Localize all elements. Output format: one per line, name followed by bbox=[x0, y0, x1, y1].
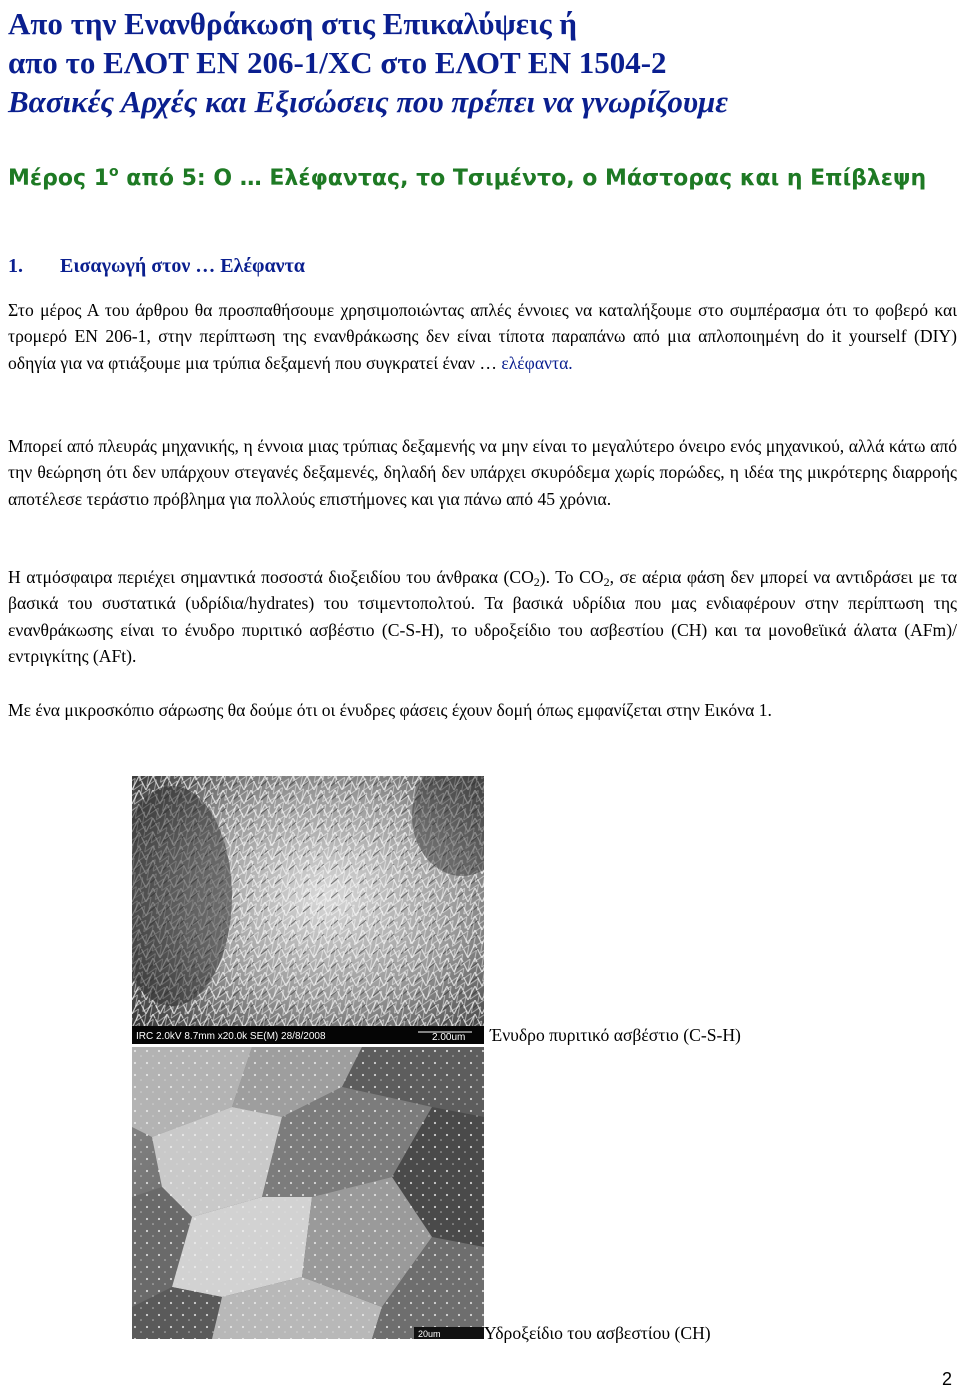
paragraph-1 bbox=[8, 297, 957, 376]
paragraph-1-highlight: ελέφαντα. bbox=[501, 352, 573, 373]
image2-scale-text: 20um bbox=[418, 1329, 441, 1339]
paragraph-1-text: Στο μέρος Α του άρθρου θα προσπαθήσουμε χρησιμοποιώντας απλές έννοιες να καταλήξουμε στο συμπέρασμα ότι το φοβερό και τρομερό ΕΝ 206-1, στην περίπτωση της ενανθράκωσης δεν είναι τίποτα παραπάνω από μια απλοποιημένη do it yourself (DIY) οδηγία για να φτιάξουμε μια τρύπια δεξαμενή που συγκρατεί έναν … bbox=[8, 300, 957, 373]
co2-subscript-2: 2 bbox=[603, 575, 610, 589]
section-title: Εισαγωγή στον … Ελέφαντα bbox=[60, 255, 305, 277]
caption-csh: Ένυδρο πυριτικό ασβέστιο (C-S-H) bbox=[490, 1025, 741, 1045]
paragraph-4: Με ένα μικροσκόπιο σάρωσης θα δούμε ότι οι ένυδρες φάσεις έχουν δομή όπως εμφανίζεται στην Εικόνα 1. bbox=[8, 700, 772, 720]
paragraph-3-a: Η ατμόσφαιρα περιέχει σημαντικά ποσοστά διοξειδίου του άνθρακα (CO bbox=[8, 567, 534, 587]
document-title bbox=[8, 4, 948, 121]
title-line-3: Βασικές Αρχές και Εξισώσεις που πρέπει να γνωρίζουμε bbox=[8, 84, 728, 119]
section-heading bbox=[8, 252, 948, 280]
paragraph-2: Μπορεί από πλευράς μηχανικής, η έννοια μιας τρύπιας δεξαμενής να μην είναι το μεγαλύτερο όνειρο ενός μηχανικού, αλλά κάτω από την θεώρηση ότι δεν υπάρχουν στεγανές δεξαμενές, δηλαδή δεν υπάρχει σκυρόδεμα χωρίς πορώδες, η ιδέα της μικρότερης διαρροής αποτέλεσε τεράστιο πρόβλημα για πολλούς επιστήμονες και για πάνω από 45 χρόνια. bbox=[8, 436, 957, 509]
image1-info-text: IRC 2.0kV 8.7mm x20.0k SE(M) 28/8/2008 bbox=[136, 1031, 326, 1042]
sem-image-csh bbox=[132, 776, 484, 1044]
part-prefix: Μέρος 1 bbox=[8, 166, 110, 191]
sem-image-ch bbox=[132, 1047, 484, 1339]
paragraph-3-c: , σε αέρια φάση δεν μπορεί να αντιδράσει με τα βασικά του συστατικά (υδρίδια/hydrates) του τσιμεντοπολτού. Τα βασικά υδρίδια που μας ενδιαφέρουν στην περίπτωση της ενανθράκωσης είναι το ένυδρο πυριτικό ασβέστιο (C-S-H), το υδροξείδιο του ασβεστίου (CH) και τα μονοθεϊικά άλατα (AFm)/ εντριγκίτης (AFt). bbox=[8, 567, 957, 666]
co2-subscript-1: 2 bbox=[533, 575, 540, 589]
title-line-1: Απο την Ενανθράκωση στις Επικαλύψεις ή bbox=[8, 6, 578, 41]
image1-scale-text: 2.00um bbox=[432, 1032, 466, 1043]
part-superscript: ο bbox=[109, 164, 119, 180]
part-suffix: από 5: Ο … Ελέφαντας, το Τσιμέντο, ο Μάστορας και η Επίβλεψη bbox=[118, 166, 927, 191]
paragraph-3 bbox=[8, 564, 957, 669]
title-line-2: απο το ΕΛΟΤ ΕΝ 206-1/XC στο ΕΛΟΤ ΕΝ 1504-2 bbox=[8, 45, 667, 80]
paragraph-3-b: ). Το CO bbox=[539, 567, 604, 587]
part-heading bbox=[8, 164, 948, 194]
caption-ch: Υδροξείδιο του ασβεστίου (CH) bbox=[484, 1323, 711, 1343]
page-number: 2 bbox=[941, 1369, 952, 1389]
section-number: 1. bbox=[8, 255, 23, 277]
